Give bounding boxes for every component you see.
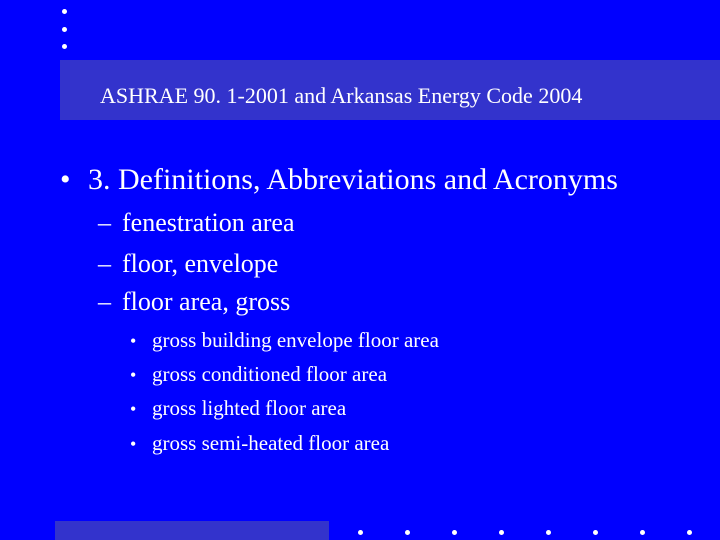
bullet-mark: • (130, 434, 137, 454)
decorative-dot (546, 530, 551, 535)
decorative-dot (62, 44, 67, 49)
decorative-dot (687, 530, 692, 535)
decorative-dot (358, 530, 363, 535)
dash-mark: – (98, 249, 111, 278)
sub-bullet-item (98, 287, 290, 317)
bullet-mark: • (130, 365, 137, 385)
bullet-mark: • (130, 399, 137, 419)
sub-sub-bullet-text: gross building envelope floor area (152, 328, 439, 352)
decorative-dot (405, 530, 410, 535)
slide-title: ASHRAE 90. 1-2001 and Arkansas Energy Code 2004 (100, 83, 583, 108)
sub-sub-bullet-item (130, 328, 439, 353)
sub-sub-bullet-item (130, 396, 346, 421)
bullet-mark: • (60, 163, 71, 196)
sub-bullet-item (98, 249, 278, 279)
bullet-mark: • (130, 331, 137, 351)
decorative-dot (62, 9, 67, 14)
sub-bullet-text: fenestration area (122, 208, 295, 237)
dash-mark: – (98, 287, 111, 316)
bottom-accent-bar (55, 521, 329, 540)
decorative-dot (62, 27, 67, 32)
sub-sub-bullet-text: gross conditioned floor area (152, 362, 388, 386)
decorative-dot (499, 530, 504, 535)
decorative-dot (640, 530, 645, 535)
sub-bullet-text: floor area, gross (122, 287, 291, 316)
sub-sub-bullet-text: gross semi-heated floor area (152, 431, 390, 455)
decorative-dot (452, 530, 457, 535)
dash-mark: – (98, 208, 111, 237)
sub-sub-bullet-item (130, 362, 387, 387)
decorative-dot (593, 530, 598, 535)
main-bullet (60, 163, 618, 197)
sub-sub-bullet-text: gross lighted floor area (152, 396, 347, 420)
sub-sub-bullet-item (130, 431, 389, 456)
main-bullet-text: 3. Definitions, Abbreviations and Acronyms (88, 163, 618, 196)
sub-bullet-item (98, 208, 295, 238)
sub-bullet-text: floor, envelope (122, 249, 279, 278)
